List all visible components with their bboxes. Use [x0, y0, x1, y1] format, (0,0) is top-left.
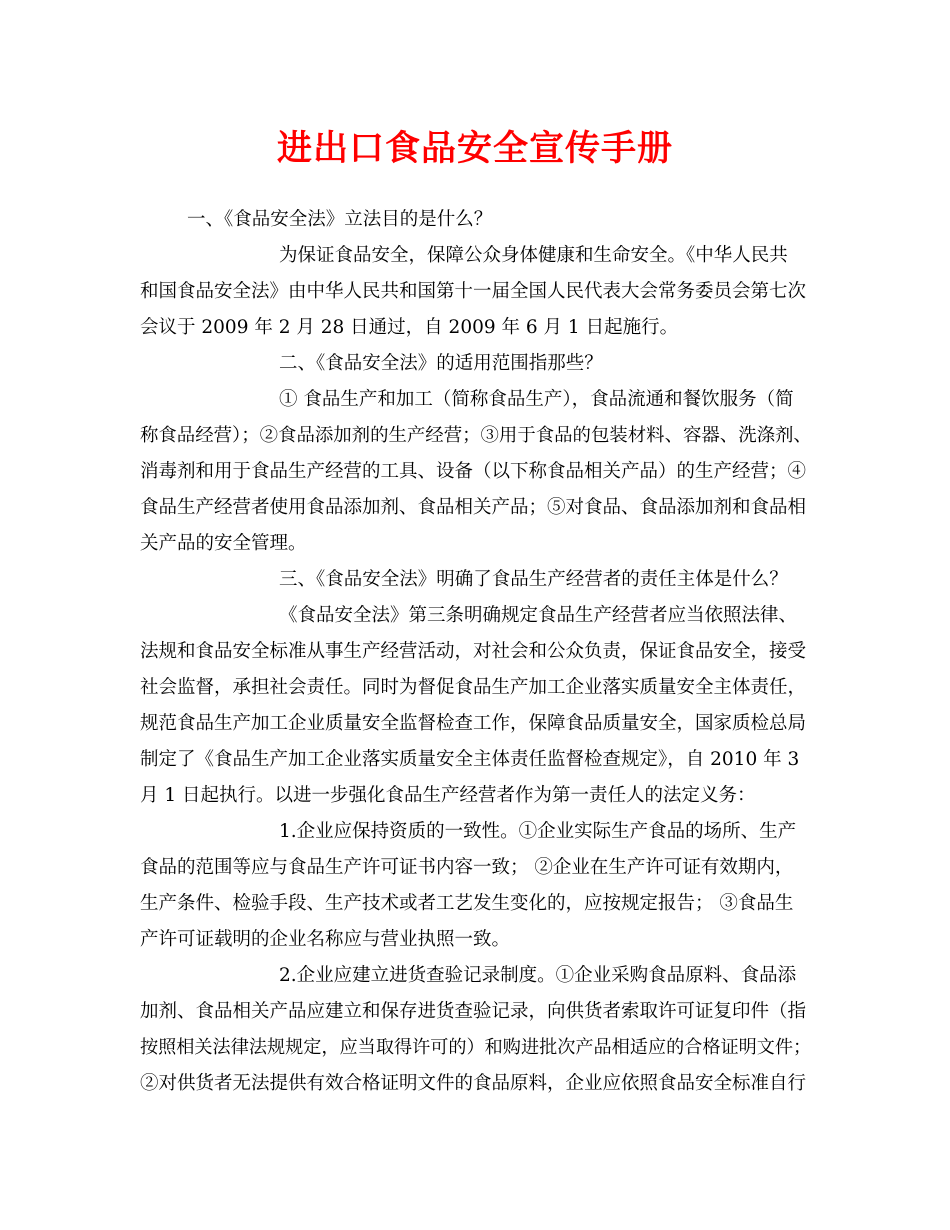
paragraph-line: 关产品的安全管理。 — [140, 533, 307, 554]
paragraph-line: 称食品经营）；②食品添加剂的生产经营；③用于食品的包装材料、容器、洗涤剂、 — [140, 425, 812, 446]
list-item-1: 1.企业应保持资质的一致性。①企业实际生产食品的场所、生产 — [279, 821, 797, 842]
paragraph-line: 加剂、食品相关产品应建立和保存进货查验记录，向供货者索取许可证复印件（指 — [140, 1001, 807, 1022]
paragraph-line: 法规和食品安全标准从事生产经营活动，对社会和公众负责，保证食品安全，接受 — [140, 641, 807, 662]
paragraph-line: 社会监督，承担社会责任。同时为督促食品生产加工企业落实质量安全主体责任， — [140, 677, 807, 698]
paragraph-line: 食品的范围等应与食品生产许可证书内容一致； ②企业在生产许可证有效期内， — [140, 857, 794, 878]
paragraph-line: 《食品安全法》第三条明确规定食品生产经营者应当依照法律、 — [279, 605, 798, 626]
paragraph-line: 食品生产经营者使用食品添加剂、食品相关产品；⑤对食品、食品添加剂和食品相 — [140, 497, 807, 518]
paragraph-line: 制定了《食品生产加工企业落实质量安全主体责任监督检查规定》，自 2010 年 3 — [140, 749, 800, 770]
paragraph-line: 产许可证载明的企业名称应与营业执照一致。 — [140, 929, 511, 950]
paragraph-line: ②对供货者无法提供有效合格证明文件的食品原料，企业应依照食品安全标准自行 — [140, 1073, 807, 1094]
heading-3: 三、《食品安全法》明确了食品生产经营者的责任主体是什么？ — [279, 569, 788, 590]
paragraph-line: 消毒剂和用于食品生产经营的工具、设备（以下称食品相关产品）的生产经营；④ — [140, 461, 807, 482]
paragraph-line: 会议于 2009 年 2 月 28 日通过，自 2009 年 6 月 1 日起施行。 — [140, 317, 679, 338]
heading-2: 二、《食品安全法》的适用范围指那些？ — [279, 353, 603, 374]
paragraph-line: 生产条件、检验手段、生产技术或者工艺发生变化的，应按规定报告； ③食品生 — [140, 893, 794, 914]
paragraph-line: 规范食品生产加工企业质量安全监督检查工作，保障食品质量安全，国家质检总局 — [140, 713, 807, 734]
paragraph-line: 月 1 日起执行。以进一步强化食品生产经营者作为第一责任人的法定义务： — [140, 785, 756, 806]
document-title: 进出口食品安全宣传手册 — [276, 129, 673, 169]
paragraph-line: 为保证食品安全，保障公众身体健康和生命安全。《中华人民共 — [279, 245, 788, 266]
paragraph-line: ① 食品生产和加工（简称食品生产），食品流通和餐饮服务（简 — [279, 389, 794, 410]
heading-1: 一、《食品安全法》立法目的是什么？ — [187, 209, 493, 230]
list-item-2: 2.企业应建立进货查验记录制度。①企业采购食品原料、食品添 — [279, 965, 797, 986]
paragraph-line: 按照相关法律法规规定，应当取得许可的）和购进批次产品相适应的合格证明文件； — [140, 1037, 812, 1058]
paragraph-line: 和国食品安全法》由中华人民共和国第十一届全国人民代表大会常务委员会第七次 — [140, 281, 807, 302]
